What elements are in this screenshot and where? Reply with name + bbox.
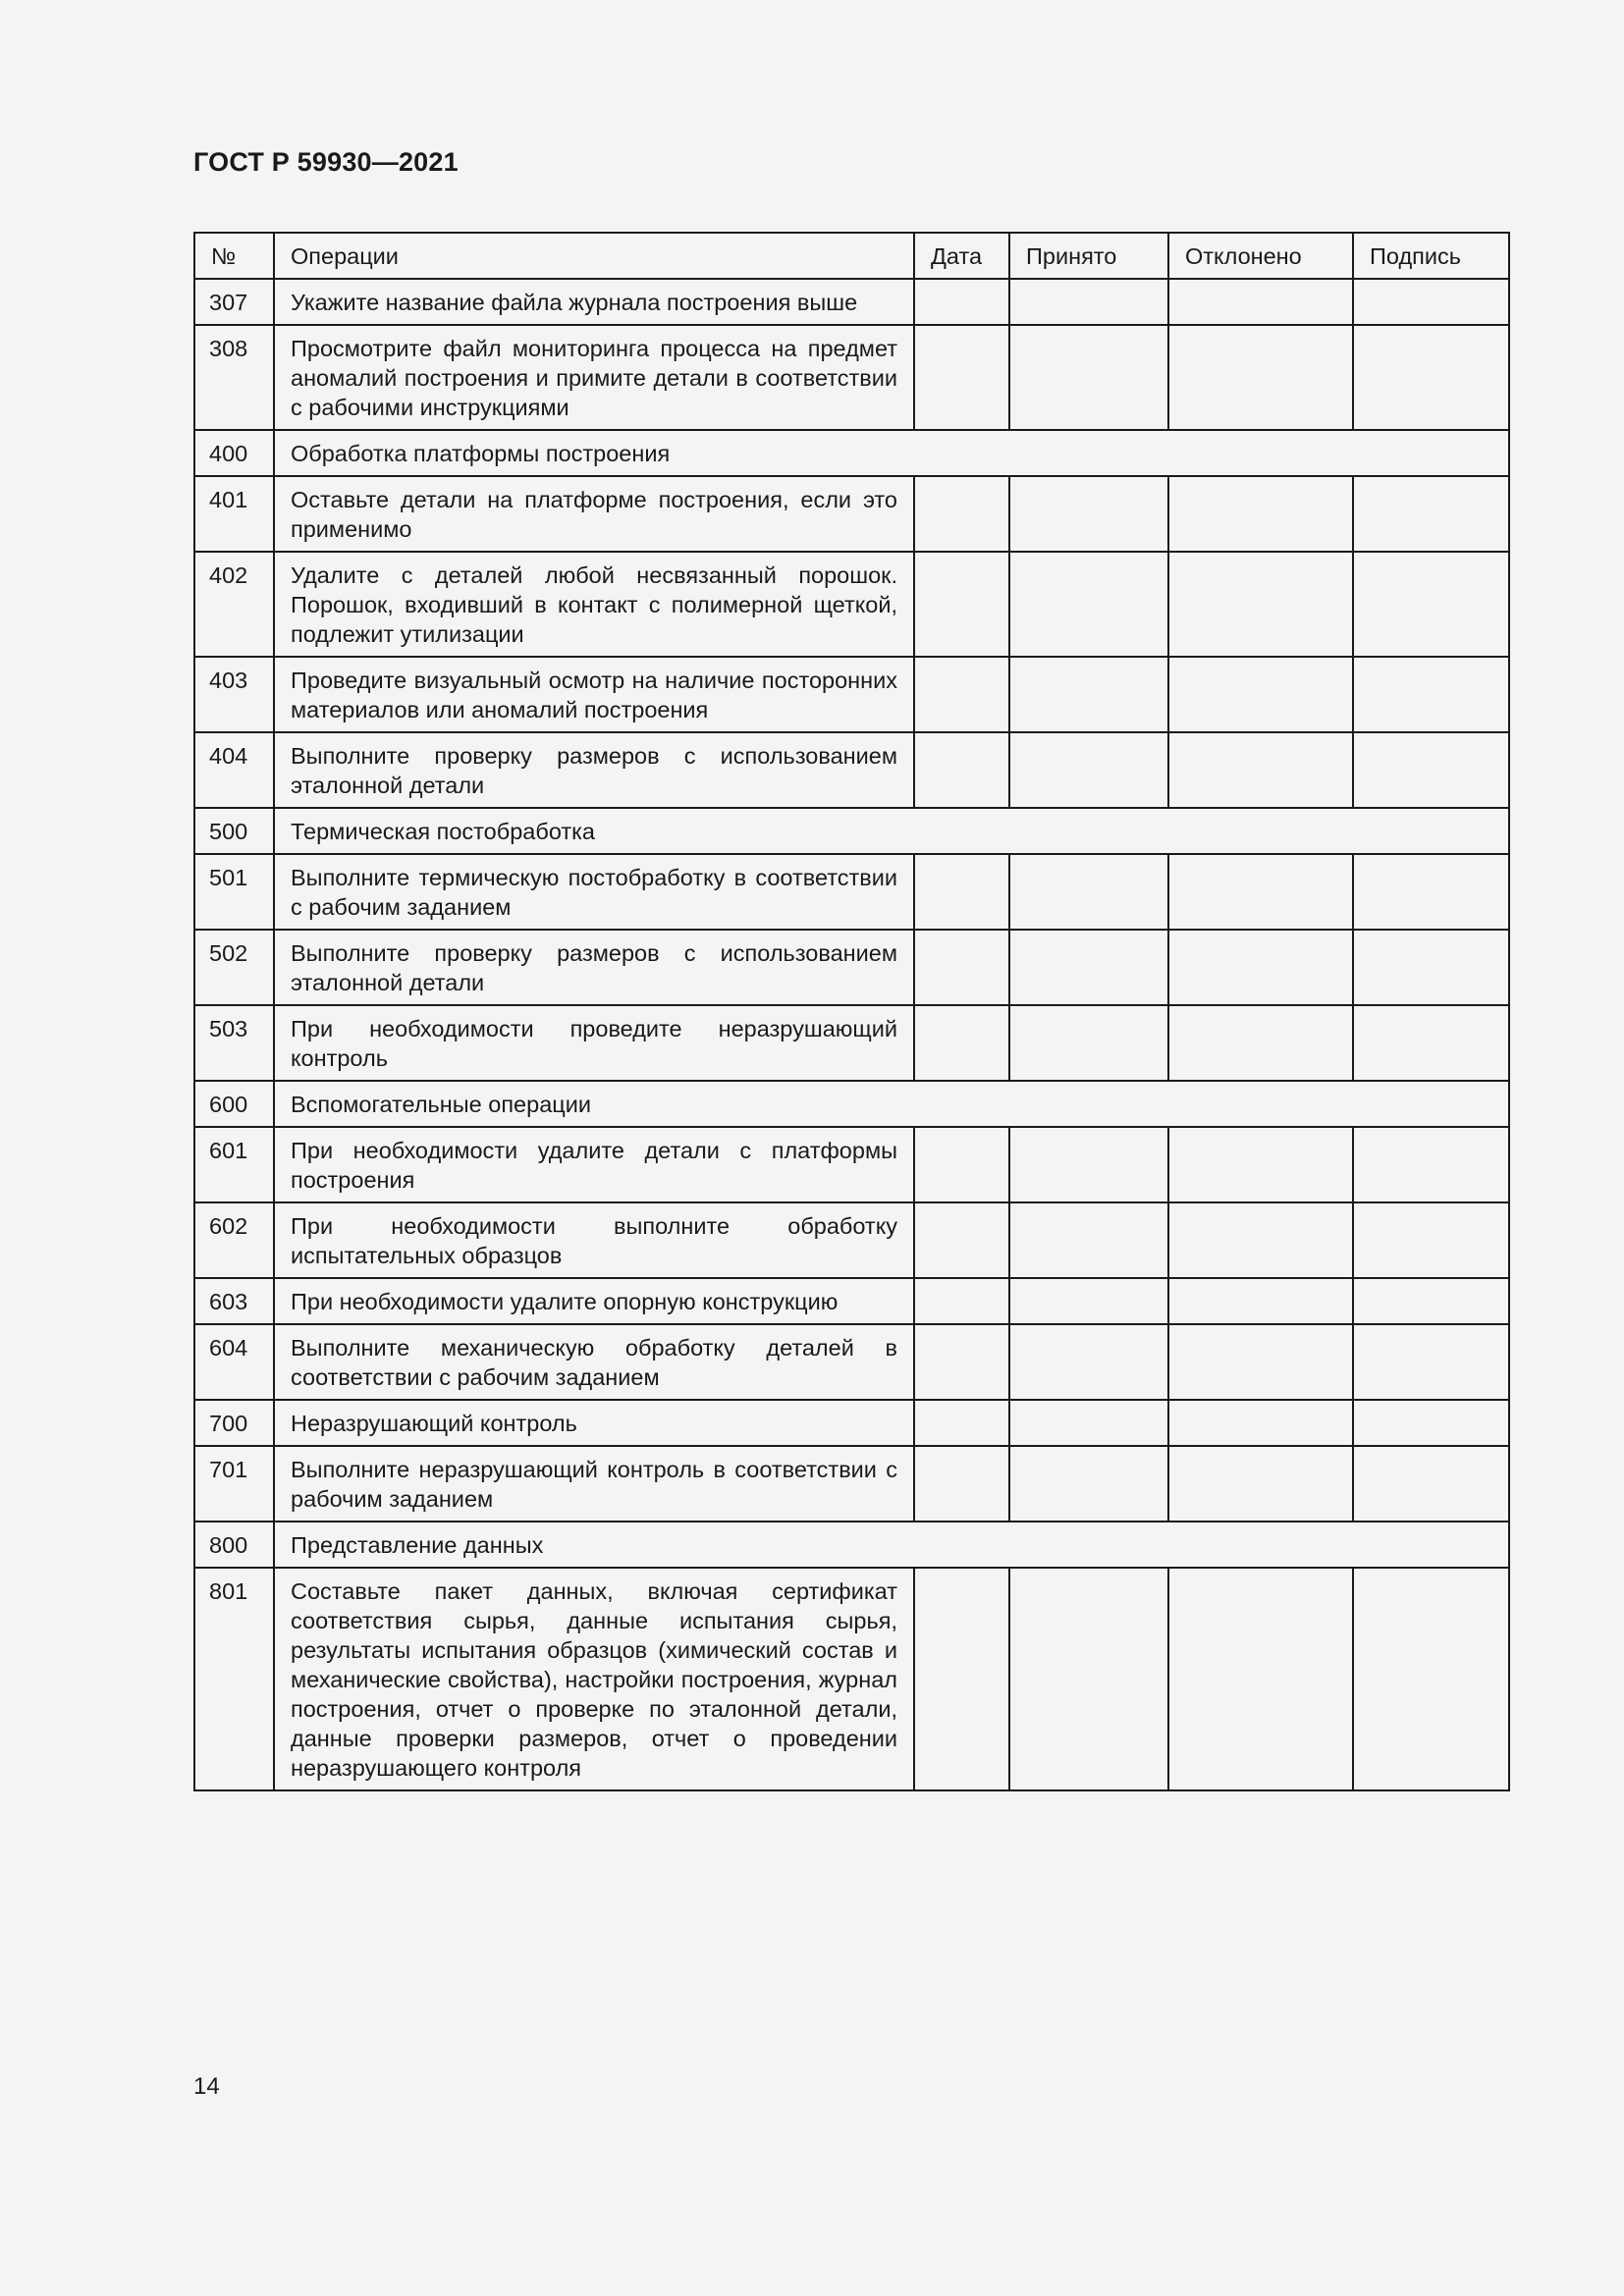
operations-table xyxy=(193,232,1510,1791)
table-row xyxy=(194,1324,1509,1400)
section-title: Термическая постобработка xyxy=(274,808,1509,854)
rejected-cell xyxy=(1168,325,1353,430)
accepted-cell xyxy=(1009,476,1168,552)
row-number: 800 xyxy=(194,1522,274,1568)
signature-cell xyxy=(1353,1202,1509,1278)
date-cell xyxy=(914,1446,1009,1522)
rejected-cell xyxy=(1168,1446,1353,1522)
rejected-cell xyxy=(1168,732,1353,808)
row-number: 701 xyxy=(194,1446,274,1522)
rejected-cell xyxy=(1168,1400,1353,1446)
signature-cell xyxy=(1353,1446,1509,1522)
accepted-cell xyxy=(1009,325,1168,430)
accepted-cell xyxy=(1009,1202,1168,1278)
document-header: ГОСТ Р 59930—2021 xyxy=(193,147,459,177)
signature-cell xyxy=(1353,279,1509,325)
rejected-cell xyxy=(1168,476,1353,552)
table-row xyxy=(194,1278,1509,1324)
table-row xyxy=(194,1005,1509,1081)
section-row xyxy=(194,430,1509,476)
column-header-signature: Подпись xyxy=(1353,233,1509,279)
accepted-cell xyxy=(1009,1278,1168,1324)
date-cell xyxy=(914,1127,1009,1202)
row-number: 307 xyxy=(194,279,274,325)
section-title: Обработка платформы построения xyxy=(274,430,1509,476)
section-row xyxy=(194,1522,1509,1568)
table-row xyxy=(194,552,1509,657)
signature-cell xyxy=(1353,1278,1509,1324)
operation-text: Выполните неразрушающий контроль в соответствии с рабочим заданием xyxy=(274,1446,914,1522)
table-row xyxy=(194,854,1509,930)
date-cell xyxy=(914,1202,1009,1278)
signature-cell xyxy=(1353,657,1509,732)
row-number: 502 xyxy=(194,930,274,1005)
table-body xyxy=(194,279,1509,1790)
row-number: 604 xyxy=(194,1324,274,1400)
row-number: 400 xyxy=(194,430,274,476)
operation-text: Неразрушающий контроль xyxy=(274,1400,914,1446)
operation-text: Составьте пакет данных, включая сертификат соответствия сырья, данные испытания сырья, результаты испытания образцов (химический состав и механические свойства), настройки построения, журнал построения, отчет о проверке по эталонной детали, данные проверки размеров, отчет о проведении неразрушающего контроля xyxy=(274,1568,914,1790)
date-cell xyxy=(914,1278,1009,1324)
operation-text: Проведите визуальный осмотр на наличие посторонних материалов или аномалий построения xyxy=(274,657,914,732)
table-header xyxy=(194,233,1509,279)
accepted-cell xyxy=(1009,1400,1168,1446)
rejected-cell xyxy=(1168,1202,1353,1278)
table-row xyxy=(194,1400,1509,1446)
section-title: Вспомогательные операции xyxy=(274,1081,1509,1127)
date-cell xyxy=(914,1005,1009,1081)
row-number: 500 xyxy=(194,808,274,854)
table-row xyxy=(194,732,1509,808)
table-row xyxy=(194,279,1509,325)
operation-text: При необходимости удалите опорную конструкцию xyxy=(274,1278,914,1324)
date-cell xyxy=(914,732,1009,808)
operation-text: Выполните механическую обработку деталей в соответствии с рабочим заданием xyxy=(274,1324,914,1400)
accepted-cell xyxy=(1009,279,1168,325)
accepted-cell xyxy=(1009,854,1168,930)
signature-cell xyxy=(1353,930,1509,1005)
row-number: 404 xyxy=(194,732,274,808)
table-row xyxy=(194,657,1509,732)
row-number: 403 xyxy=(194,657,274,732)
rejected-cell xyxy=(1168,657,1353,732)
signature-cell xyxy=(1353,854,1509,930)
row-number: 402 xyxy=(194,552,274,657)
section-title: Представление данных xyxy=(274,1522,1509,1568)
rejected-cell xyxy=(1168,854,1353,930)
operation-text: При необходимости удалите детали с платформы построения xyxy=(274,1127,914,1202)
signature-cell xyxy=(1353,1005,1509,1081)
operation-text: При необходимости проведите неразрушающий контроль xyxy=(274,1005,914,1081)
signature-cell xyxy=(1353,325,1509,430)
section-row xyxy=(194,808,1509,854)
signature-cell xyxy=(1353,1568,1509,1790)
signature-cell xyxy=(1353,1400,1509,1446)
date-cell xyxy=(914,854,1009,930)
signature-cell xyxy=(1353,1324,1509,1400)
table-row xyxy=(194,1568,1509,1790)
date-cell xyxy=(914,476,1009,552)
operation-text: Удалите с деталей любой несвязанный порошок. Порошок, входивший в контакт с полимерной щеткой, подлежит утилизации xyxy=(274,552,914,657)
row-number: 600 xyxy=(194,1081,274,1127)
row-number: 401 xyxy=(194,476,274,552)
rejected-cell xyxy=(1168,552,1353,657)
operation-text: Выполните термическую постобработку в соответствии с рабочим заданием xyxy=(274,854,914,930)
row-number: 308 xyxy=(194,325,274,430)
signature-cell xyxy=(1353,1127,1509,1202)
date-cell xyxy=(914,325,1009,430)
table-row xyxy=(194,1127,1509,1202)
rejected-cell xyxy=(1168,1005,1353,1081)
date-cell xyxy=(914,1400,1009,1446)
date-cell xyxy=(914,1568,1009,1790)
operation-text: Выполните проверку размеров с использованием эталонной детали xyxy=(274,732,914,808)
rejected-cell xyxy=(1168,279,1353,325)
row-number: 801 xyxy=(194,1568,274,1790)
column-header-number: № xyxy=(194,233,274,279)
signature-cell xyxy=(1353,732,1509,808)
table-row xyxy=(194,325,1509,430)
rejected-cell xyxy=(1168,930,1353,1005)
accepted-cell xyxy=(1009,1005,1168,1081)
operation-text: Оставьте детали на платформе построения, если это применимо xyxy=(274,476,914,552)
date-cell xyxy=(914,552,1009,657)
page-number: 14 xyxy=(193,2073,220,2100)
date-cell xyxy=(914,1324,1009,1400)
column-header-operations: Операции xyxy=(274,233,914,279)
operation-text: Укажите название файла журнала построения выше xyxy=(274,279,914,325)
section-row xyxy=(194,1081,1509,1127)
header-row xyxy=(194,233,1509,279)
rejected-cell xyxy=(1168,1568,1353,1790)
table-row xyxy=(194,1446,1509,1522)
date-cell xyxy=(914,279,1009,325)
column-header-rejected: Отклонено xyxy=(1168,233,1353,279)
rejected-cell xyxy=(1168,1324,1353,1400)
operation-text: При необходимости выполните обработку испытательных образцов xyxy=(274,1202,914,1278)
operation-text: Просмотрите файл мониторинга процесса на предмет аномалий построения и примите детали в соответствии с рабочими инструкциями xyxy=(274,325,914,430)
row-number: 603 xyxy=(194,1278,274,1324)
rejected-cell xyxy=(1168,1278,1353,1324)
row-number: 601 xyxy=(194,1127,274,1202)
row-number: 501 xyxy=(194,854,274,930)
accepted-cell xyxy=(1009,1446,1168,1522)
row-number: 602 xyxy=(194,1202,274,1278)
rejected-cell xyxy=(1168,1127,1353,1202)
table-row xyxy=(194,930,1509,1005)
accepted-cell xyxy=(1009,930,1168,1005)
accepted-cell xyxy=(1009,1568,1168,1790)
accepted-cell xyxy=(1009,1324,1168,1400)
date-cell xyxy=(914,930,1009,1005)
operation-text: Выполните проверку размеров с использованием эталонной детали xyxy=(274,930,914,1005)
row-number: 503 xyxy=(194,1005,274,1081)
row-number: 700 xyxy=(194,1400,274,1446)
table-row xyxy=(194,476,1509,552)
accepted-cell xyxy=(1009,1127,1168,1202)
signature-cell xyxy=(1353,552,1509,657)
date-cell xyxy=(914,657,1009,732)
table-row xyxy=(194,1202,1509,1278)
accepted-cell xyxy=(1009,552,1168,657)
column-header-accepted: Принято xyxy=(1009,233,1168,279)
accepted-cell xyxy=(1009,732,1168,808)
signature-cell xyxy=(1353,476,1509,552)
accepted-cell xyxy=(1009,657,1168,732)
column-header-date: Дата xyxy=(914,233,1009,279)
